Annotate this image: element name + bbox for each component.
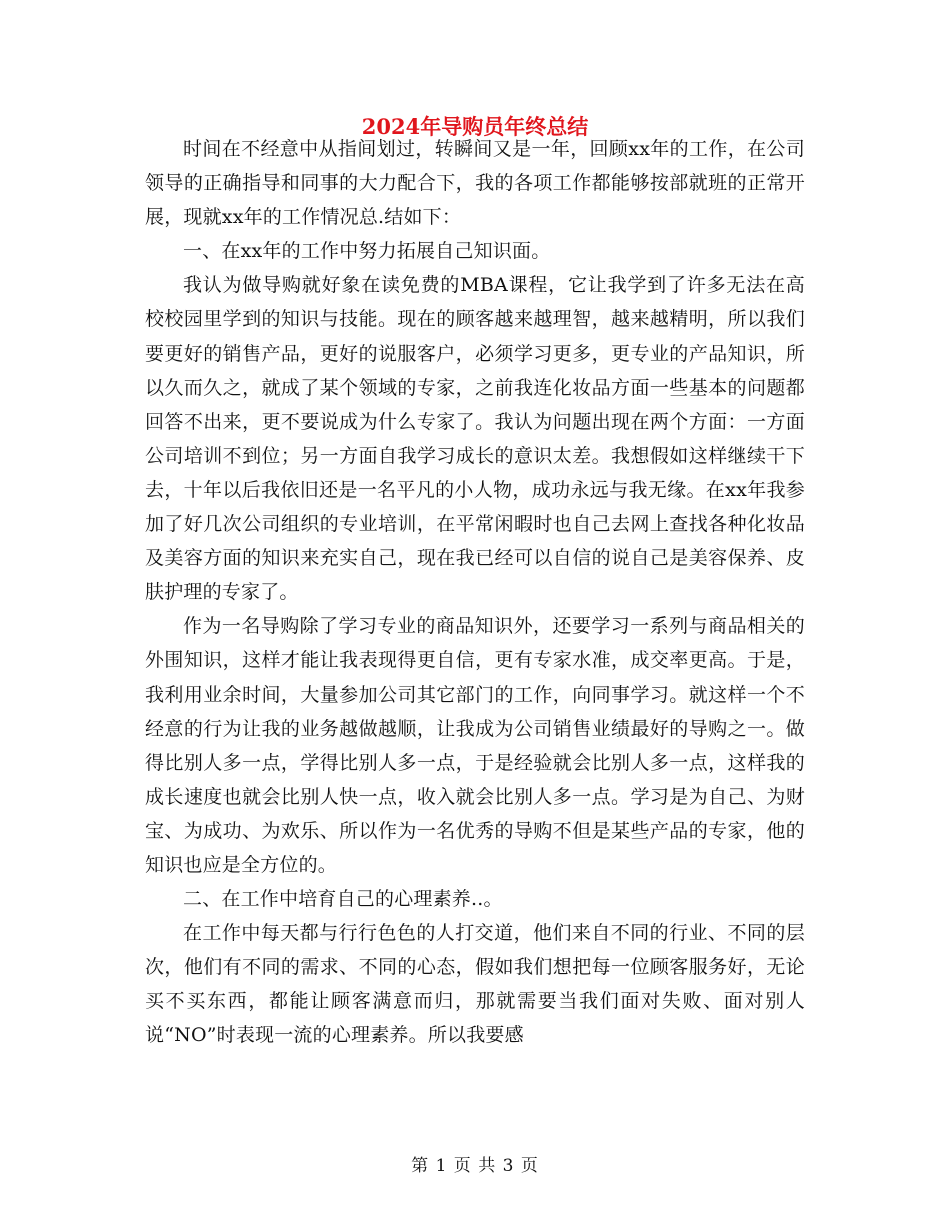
paragraph-peripheral-knowledge: 作为一名导购除了学习专业的商品知识外，还要学习一系列与商品相关的外围知识，这样才能让我表现得更自信，更有专家水准，成交率更高。于是，我利用业余时间，大量参加公司其它部门的工作，向同事学习。就这样一个不经意的行为让我的业务越做越顺，让我成为公司销售业绩最好的导购之一。做得比别人多一点，学得比别人多一点，于是经验就会比别人多一点，这样我的成长速度也就会比别人快一点，收入就会比别人多一点。学习是为自己、为财宝、为成功、为欢乐、所以作为一名优秀的导购不但是某些产品的专家，他的知识也应是全方位的。	[145, 615, 805, 876]
paragraph-mindset: 在工作中每天都与行行色色的人打交道，他们来自不同的行业、不同的层次，他们有不同的需求、不同的心态，假如我们想把每一位顾客服务好，无论买不买东西，都能让顾客满意而归，那就需要当我们面对失败、面对别人说“NO”时表现一流的心理素养。所以我要感	[145, 922, 805, 1047]
document-title: 2024年导购员年终总结	[361, 114, 589, 139]
paragraph-intro: 时间在不经意中从指间划过，转瞬间又是一年，回顾xx年的工作，在公司领导的正确指导和同事的大力配合下，我的各项工作都能够按部就班的正常开展，现就xx年的工作情况总.结如下：	[145, 138, 805, 229]
paragraph-knowledge: 我认为做导购就好象在读免费的MBA课程，它让我学到了许多无法在高校校园里学到的知识与技能。现在的顾客越来越理智，越来越精明，所以我们要更好的销售产品，更好的说服客户，必须学习更多，更专业的产品知识，所以久而久之，就成了某个领域的专家，之前我连化妆品方面一些基本的问题都回答不出来，更不要说成为什么专家了。我认为问题出现在两个方面：一方面公司培训不到位；另一方面自我学习成长的意识太差。我想假如这样继续干下去，十年以后我依旧还是一名平凡的小人物，成功永远与我无缘。在xx年我参加了好几次公司组织的专业培训，在平常闲暇时也自己去网上查找各种化妆品及美容方面的知识来充实自己，现在我已经可以自信的说自己是美容保养、皮肤护理的专家了。	[145, 274, 805, 604]
section-heading-2: 二、在工作中培育自己的心理素养..。	[183, 888, 503, 911]
page-number-footer: 第 1 页 共 3 页	[411, 1156, 539, 1176]
section-heading-1: 一、在xx年的工作中努力拓展自己知识面。	[183, 240, 551, 263]
document-body	[145, 132, 805, 1053]
